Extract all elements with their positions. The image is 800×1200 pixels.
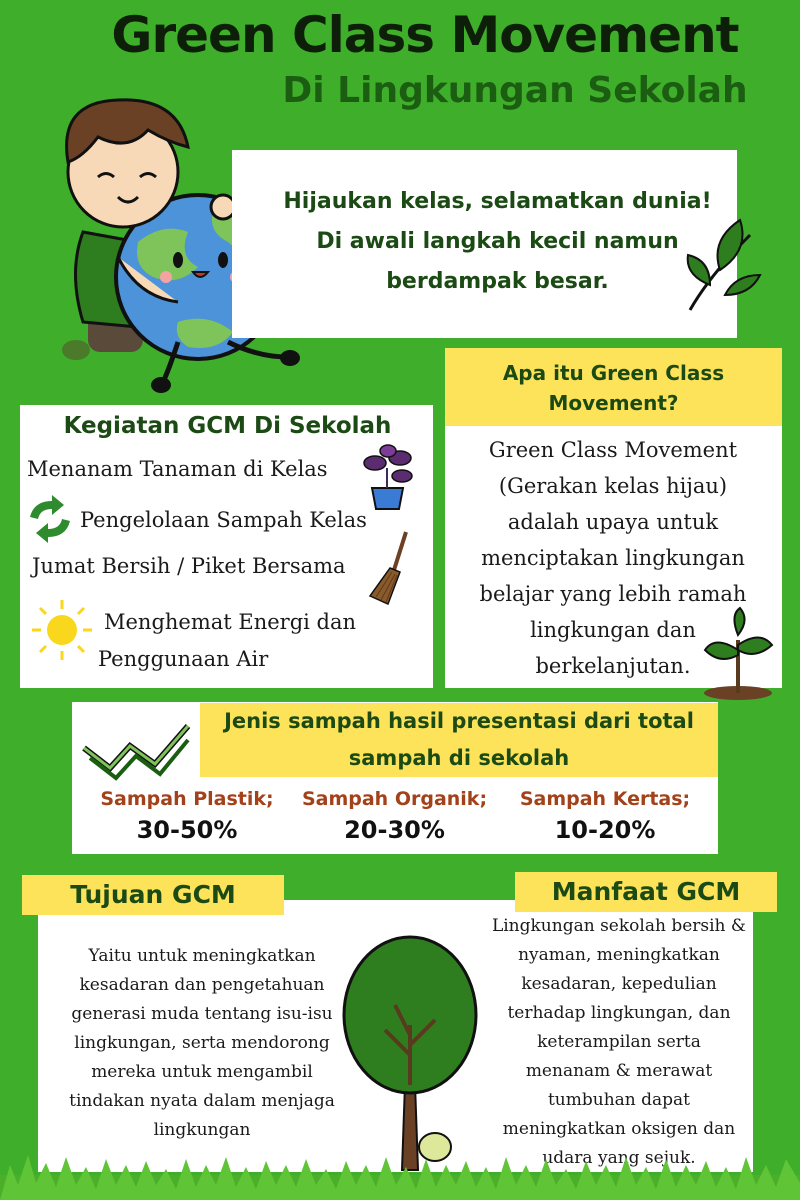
- benefit-body: [478, 912, 760, 1173]
- benefit-line: tumbuhan dapat: [547, 1090, 691, 1110]
- benefit-line: terhadap lingkungan, dan: [507, 1003, 731, 1023]
- goal-line: tindakan nyata dalam menjaga: [69, 1091, 335, 1111]
- sun-icon: [30, 598, 94, 662]
- recycle-icon: [22, 495, 78, 543]
- benefit-line: meningkatkan oksigen dan: [502, 1119, 736, 1139]
- goal-line: kesadaran dan pengetahuan: [79, 975, 325, 995]
- page-subtitle: Di Lingkungan Sekolah: [282, 70, 748, 111]
- benefit-line: udara yang sejuk.: [542, 1148, 696, 1168]
- grass-border: [0, 1145, 800, 1200]
- what-is-heading-line-1: Apa itu Green Class: [502, 361, 725, 385]
- what-is-line: (Gerakan kelas hijau): [498, 474, 728, 498]
- waste-organic-value: 20-30%: [344, 816, 445, 844]
- waste-organic: [292, 788, 497, 844]
- activity-item: Menanam Tanaman di Kelas: [27, 457, 328, 481]
- quote-line-1: Hijaukan kelas, selamatkan dunia!: [283, 189, 712, 214]
- what-is-line: adalah upaya untuk: [507, 510, 719, 534]
- quote-text: [270, 182, 725, 302]
- what-is-line: berkelanjutan.: [535, 654, 691, 678]
- activity-item: Jumat Bersih / Piket Bersama: [32, 554, 346, 578]
- what-is-heading: [445, 348, 782, 426]
- what-is-heading-line-2: Movement?: [548, 391, 679, 415]
- goal-line: Yaitu untuk meningkatkan: [88, 946, 316, 966]
- goal-body: [52, 942, 352, 1145]
- quote-line-3: berdampak besar.: [386, 269, 609, 294]
- benefit-line: keterampilan serta: [537, 1032, 701, 1052]
- waste-paper-label: Sampah Kertas;: [519, 788, 691, 810]
- benefit-line: nyaman, meningkatkan: [518, 945, 720, 965]
- goal-heading: Tujuan GCM: [22, 875, 284, 915]
- waste-plastic-value: 30-50%: [136, 816, 238, 844]
- waste-heading: [200, 703, 718, 777]
- waste-paper-value: 10-20%: [554, 816, 656, 844]
- goal-line: lingkungan: [153, 1120, 251, 1140]
- benefit-line: Lingkungan sekolah bersih &: [491, 916, 747, 936]
- waste-organic-label: Sampah Organik;: [301, 788, 488, 810]
- benefit-heading: Manfaat GCM: [515, 872, 777, 912]
- waste-plastic: [92, 788, 282, 844]
- goal-line: mereka untuk mengambil: [91, 1062, 313, 1082]
- waste-paper: [505, 788, 705, 844]
- what-is-line: belajar yang lebih ramah: [479, 582, 747, 606]
- activity-item: Menghemat Energi dan: [104, 610, 357, 634]
- waste-plastic-label: Sampah Plastik;: [100, 788, 274, 810]
- activities-title: Kegiatan GCM Di Sekolah: [63, 413, 392, 439]
- waste-heading-line-2: sampah di sekolah: [348, 746, 570, 770]
- activity-item: Pengelolaan Sampah Kelas: [80, 508, 367, 532]
- page-title: Green Class Movement: [111, 6, 739, 64]
- waste-heading-line-1: Jenis sampah hasil presentasi dari total: [224, 709, 694, 733]
- goal-line: generasi muda tentang isu-isu: [71, 1004, 333, 1024]
- what-is-line: lingkungan dan: [530, 618, 696, 642]
- benefit-line: menanam & merawat: [525, 1061, 713, 1081]
- what-is-line: Green Class Movement: [488, 438, 738, 462]
- leaf-icon: [680, 215, 765, 315]
- activity-item: Penggunaan Air: [98, 647, 269, 671]
- sprout-icon: [700, 605, 775, 700]
- goal-line: lingkungan, serta mendorong: [74, 1033, 330, 1053]
- benefit-line: kesadaran, kepedulian: [521, 974, 717, 994]
- trend-chart-icon: [80, 718, 192, 782]
- potted-plant-icon: [360, 443, 415, 511]
- quote-line-2: Di awali langkah kecil namun: [316, 229, 679, 254]
- tree-icon: [340, 935, 480, 1175]
- broom-icon: [368, 530, 413, 605]
- what-is-line: menciptakan lingkungan: [481, 546, 745, 570]
